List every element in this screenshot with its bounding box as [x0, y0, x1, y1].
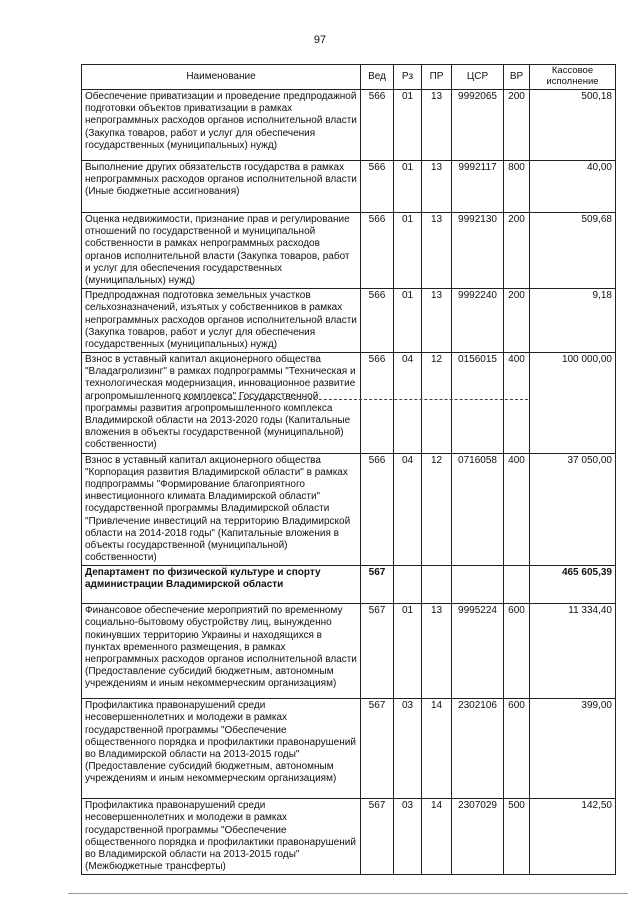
- cell-rz: 01: [394, 161, 422, 213]
- cell-csr: 2302106: [452, 699, 504, 799]
- cell-rz: 04: [394, 453, 422, 566]
- cell-csr: 2307029: [452, 799, 504, 875]
- cell-vr: 200: [504, 213, 530, 289]
- cell-ved: 567: [361, 799, 394, 875]
- cell-name: Предпродажная подготовка земельных участков сельхозназначений, изъятых у собственников в рамках непрограммных расходов органов исполнительной власти (Закупка товаров, работ и услуг для обеспечения государственных (муниципальных) нужд): [82, 289, 361, 353]
- header-amount: Кассовое исполнение: [530, 65, 616, 90]
- table-row: [82, 90, 616, 161]
- table-row: [82, 161, 616, 213]
- cell-vr: [504, 566, 530, 604]
- cell-rz: 04: [394, 353, 422, 454]
- cell-csr: 9992240: [452, 289, 504, 353]
- cell-pr: 14: [422, 699, 452, 799]
- cell-pr: 13: [422, 213, 452, 289]
- table-row: [82, 604, 616, 699]
- cell-name: Финансовое обеспечение мероприятий по временному социально-бытовому обустройству лиц, вынужденно покинувших территорию Украины и находящихся в пунктах временного размещения, в рамках непрограммных расходов органов исполнительной власти (Предоставление субсидий бюджетным, автономным учреждениям и иным некоммерческим организациям): [82, 604, 361, 699]
- cell-ved: 566: [361, 90, 394, 161]
- cell-csr: 0156015: [452, 353, 504, 454]
- table-row: [82, 213, 616, 289]
- cell-pr: 14: [422, 799, 452, 875]
- cell-ved: 567: [361, 566, 394, 604]
- cell-amount: 465 605,39: [530, 566, 616, 604]
- cell-vr: 600: [504, 604, 530, 699]
- cell-ved: 566: [361, 213, 394, 289]
- cell-name: Профилактика правонарушений среди несовершеннолетних и молодежи в рамках государственной программы "Обеспечение общественного порядка и профилактики правонарушений во Владимирской области на 2013-2015 годы" (Предоставление субсидий бюджетным, автономным учреждениям и иным некоммерческим организациям): [82, 699, 361, 799]
- cell-pr: 13: [422, 161, 452, 213]
- cell-rz: 01: [394, 90, 422, 161]
- cell-vr: 800: [504, 161, 530, 213]
- cell-csr: 9992130: [452, 213, 504, 289]
- cell-name: Профилактика правонарушений среди несовершеннолетних и молодежи в рамках государственной программы "Обеспечение общественного порядка и профилактики правонарушений во Владимирской области на 2013-2015 годы" (Межбюджетные трансферты): [82, 799, 361, 875]
- header-vr: ВР: [504, 65, 530, 90]
- table-header-row: [82, 65, 616, 90]
- cell-amount: 9,18: [530, 289, 616, 353]
- cell-name: Департамент по физической культуре и спорту администрации Владимирской области: [82, 566, 361, 604]
- cell-pr: 12: [422, 353, 452, 454]
- cell-rz: 01: [394, 604, 422, 699]
- cell-amount: 509,68: [530, 213, 616, 289]
- cell-amount: 500,18: [530, 90, 616, 161]
- cell-pr: [422, 566, 452, 604]
- header-rz: Рз: [394, 65, 422, 90]
- cell-ved: 566: [361, 453, 394, 566]
- header-ved: Вед: [361, 65, 394, 90]
- cell-name: Выполнение других обязательств государства в рамках непрограммных расходов органов исполнительной власти (Иные бюджетные ассигнования): [82, 161, 361, 213]
- page-bottom-rule: [68, 893, 628, 894]
- cell-amount: 37 050,00: [530, 453, 616, 566]
- cell-ved: 567: [361, 699, 394, 799]
- department-row: [82, 566, 616, 604]
- cell-vr: 500: [504, 799, 530, 875]
- cell-name: Взнос в уставный капитал акционерного общества "Корпорация развития Владимирской области" в рамках подпрограммы "Формирование благоприятного инвестиционного климата Владимирской области" государственной программы Владимирской области "Привлечение инвестиций на территорию Владимирской области на 2014-2018 годы" (Капитальные вложения в объекты государственной (муниципальной) собственности): [82, 453, 361, 566]
- cell-csr: [452, 566, 504, 604]
- cell-name: Оценка недвижимости, признание прав и регулирование отношений по государственной и муниципальной собственности в рамках непрограммных расходов органов исполнительной власти (Закупка товаров, работ и услуг для обеспечения государственных (муниципальных) нужд): [82, 213, 361, 289]
- cell-ved: 567: [361, 604, 394, 699]
- table-row: [82, 289, 616, 353]
- cell-rz: 03: [394, 699, 422, 799]
- cell-vr: 400: [504, 353, 530, 454]
- header-csr: ЦСР: [452, 65, 504, 90]
- cell-rz: [394, 566, 422, 604]
- header-pr: ПР: [422, 65, 452, 90]
- scan-artifact-line: [178, 399, 528, 400]
- table-row: [82, 799, 616, 875]
- cell-pr: 13: [422, 604, 452, 699]
- cell-csr: 9992117: [452, 161, 504, 213]
- table-row: [82, 699, 616, 799]
- cell-rz: 01: [394, 213, 422, 289]
- cell-csr: 9995224: [452, 604, 504, 699]
- cell-vr: 600: [504, 699, 530, 799]
- cell-vr: 400: [504, 453, 530, 566]
- cell-csr: 9992065: [452, 90, 504, 161]
- header-name: Наименование: [82, 65, 361, 90]
- cell-ved: 566: [361, 289, 394, 353]
- cell-pr: 13: [422, 289, 452, 353]
- cell-vr: 200: [504, 90, 530, 161]
- table-row: [82, 353, 616, 454]
- cell-name: Обеспечение приватизации и проведение предпродажной подготовки объектов приватизации в рамках непрограммных расходов органов исполнительной власти (Закупка товаров, работ и услуг для обеспечения государственных (муниципальных) нужд): [82, 90, 361, 161]
- cell-ved: 566: [361, 161, 394, 213]
- page-number: 97: [313, 34, 327, 46]
- cell-amount: 40,00: [530, 161, 616, 213]
- cell-name: Взнос в уставный капитал акционерного общества "Владагролизинг" в рамках подпрограммы "Техническая и технологическая модернизация, инновационное развитие агропромышленного комплекса" Государственной программы развития агропромышленного комплекса Владимирской области на 2013-2020 годы (Капитальные вложения в объекты государственной (муниципальной) собственности): [82, 353, 361, 454]
- cell-amount: 11 334,40: [530, 604, 616, 699]
- cell-pr: 13: [422, 90, 452, 161]
- cell-csr: 0716058: [452, 453, 504, 566]
- table-row: [82, 453, 616, 566]
- cell-amount: 142,50: [530, 799, 616, 875]
- cell-amount: 100 000,00: [530, 353, 616, 454]
- cell-pr: 12: [422, 453, 452, 566]
- cell-amount: 399,00: [530, 699, 616, 799]
- budget-table: [81, 64, 616, 875]
- cell-rz: 03: [394, 799, 422, 875]
- cell-ved: 566: [361, 353, 394, 454]
- cell-vr: 200: [504, 289, 530, 353]
- cell-rz: 01: [394, 289, 422, 353]
